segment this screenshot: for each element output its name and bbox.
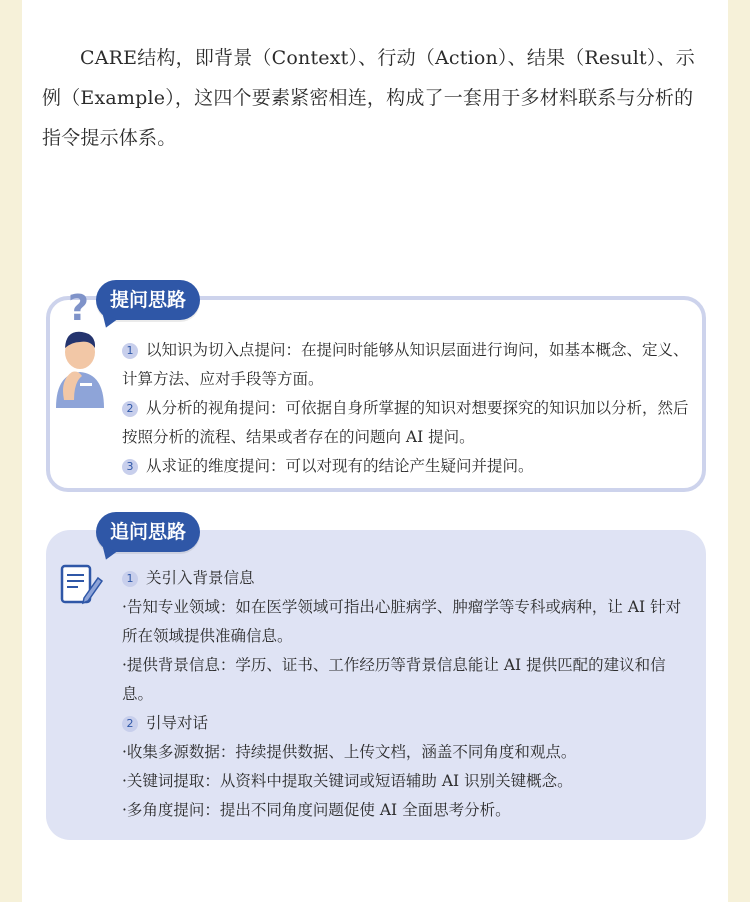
question-mark-icon: ?	[68, 290, 89, 329]
followup-list	[122, 564, 692, 825]
list-item-text: 从求证的维度提问：可以对现有的结论产生疑问并提问。	[146, 457, 534, 475]
list-item: ·告知专业领域：如在医学领域可指出心脏病学、肿瘤学等专科或病种，让 AI 针对所在领域提供准确信息。	[122, 598, 682, 645]
number-badge: 2	[122, 716, 138, 732]
list-item	[122, 452, 692, 481]
list-item: ·收集多源数据：持续提供数据、上传文档，涵盖不同角度和观点。	[122, 743, 577, 761]
section-title-text: 关引入背景信息	[146, 569, 255, 587]
list-item	[122, 336, 692, 394]
page	[22, 0, 728, 902]
questioning-tag: 提问思路	[96, 280, 200, 320]
followup-section-title	[122, 564, 692, 593]
list-item-text: 以知识为切入点提问：在提问时能够从知识层面进行询问，如基本概念、定义、计算方法、应对手段等方面。	[122, 341, 689, 388]
list-item: ·多角度提问：提出不同角度问题促使 AI 全面思考分析。	[122, 801, 511, 819]
list-item	[122, 394, 692, 452]
intro-paragraph: CARE结构，即背景（Context）、行动（Action）、结果（Result）、示例（Example），这四个要素紧密相连，构成了一套用于多材料联系与分析的指令提示体系。	[42, 47, 695, 149]
questioning-list	[122, 336, 692, 481]
followup-tag: 追问思路	[96, 512, 200, 552]
number-badge: 1	[122, 571, 138, 587]
followup-section-title	[122, 709, 692, 738]
list-item: ·关键词提取：从资料中提取关键词或短语辅助 AI 识别关键概念。	[122, 772, 573, 790]
number-badge: 3	[122, 459, 138, 475]
number-badge: 1	[122, 343, 138, 359]
list-item-text: 从分析的视角提问：可依据自身所掌握的知识对想要探究的知识加以分析，然后按照分析的流程、结果或者存在的问题向 AI 提问。	[122, 399, 689, 446]
document-pen-icon	[56, 560, 104, 612]
number-badge: 2	[122, 401, 138, 417]
section-title-text: 引导对话	[146, 714, 209, 732]
list-item: ·提供背景信息：学历、证书、工作经历等背景信息能让 AI 提供匹配的建议和信息。	[122, 656, 666, 703]
